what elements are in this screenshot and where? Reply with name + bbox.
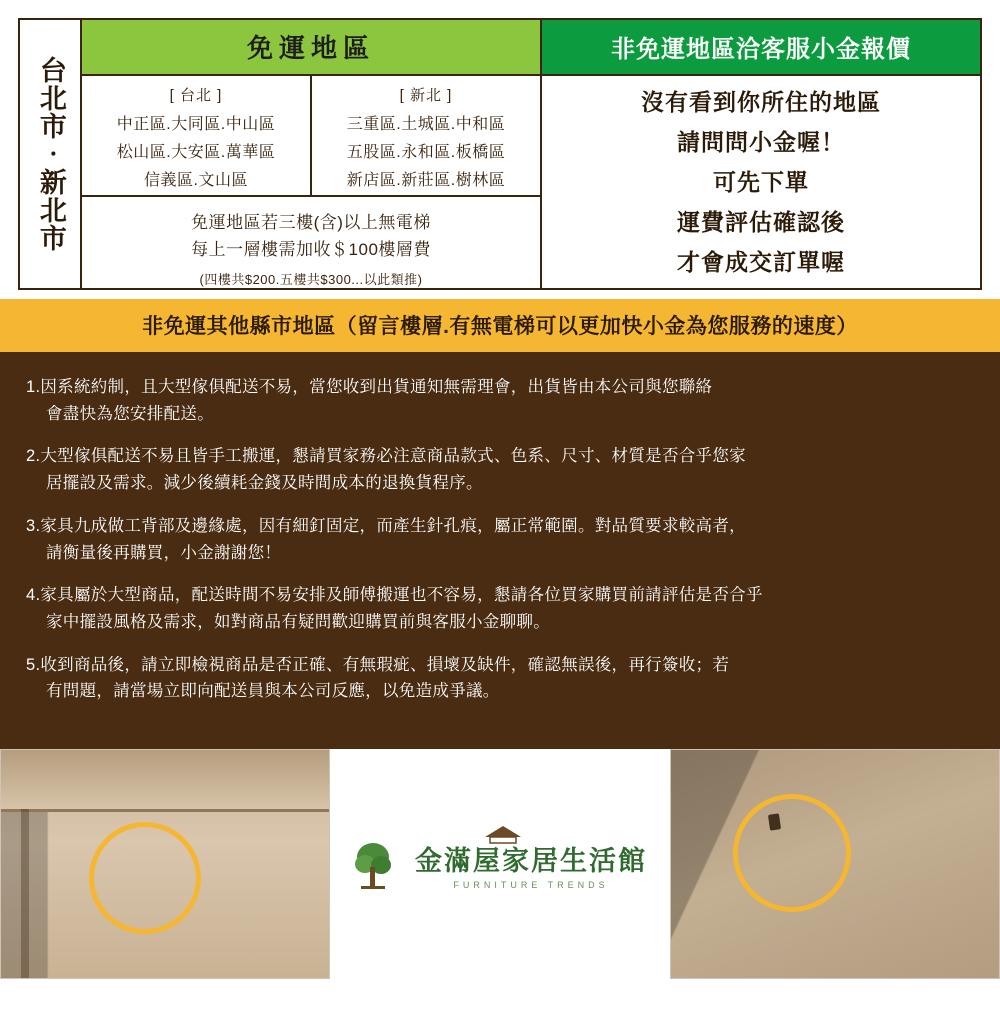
highlight-circle (89, 822, 201, 934)
brand-logo (353, 837, 647, 891)
brand-name: 金滿屋家居生活館 (415, 845, 647, 876)
paid-line: 請問問小金喔！ (677, 128, 845, 155)
district-group-newtaipei (312, 76, 540, 195)
district-line: 中正區.大同區.中山區 (116, 116, 276, 133)
highlight-circle (733, 794, 851, 912)
floor-fee-line-1: 免運地區若三樓(含)以上無電梯 (191, 213, 431, 232)
other-regions-banner: 非免運其他縣市地區（留言樓層.有無電梯可以更加快小金為您服務的速度） (0, 299, 1000, 352)
paid-line: 可先下單 (713, 168, 809, 195)
shipping-table (18, 18, 982, 290)
paid-line: 才會成交訂單喔 (677, 248, 845, 275)
note-item (26, 513, 974, 566)
note-line-2: 家中擺設風格及需求，如對商品有疑問歡迎購買前與客服小金聊聊。 (46, 613, 550, 632)
brand-tagline: FURNITURE TRENDS (453, 879, 609, 890)
paid-line: 沒有看到你所住的地區 (641, 88, 881, 115)
district-line: 松山區.大安區.萬華區 (116, 144, 276, 161)
district-list (82, 76, 540, 197)
note-line-1: 2.大型傢俱配送不易且皆手工搬運，懇請買家務必注意商品款式、色系、尺寸、材質是否合乎您家 (26, 447, 746, 466)
floor-fee-line-2: 每上一層樓需加收＄100樓層費 (191, 240, 431, 260)
terms-notes-section (0, 352, 1000, 749)
region-label-text: 台北市‧新北市 (35, 56, 66, 252)
product-detail-photos (0, 749, 1000, 979)
note-item (26, 652, 974, 705)
tree-icon (353, 837, 409, 891)
note-line-2: 會盡快為您安排配送。 (46, 404, 214, 423)
photo-corner-joint (0, 749, 330, 979)
district-group-taipei (82, 76, 312, 195)
photo-nail-hole (670, 749, 1000, 979)
district-group-title: [ 台北 ] (169, 87, 223, 104)
floor-fee-small-print: (四樓共$200.五樓共$300...以此類推) (199, 272, 423, 288)
floor-fee-note (82, 197, 540, 288)
note-line-2: 請衡量後再購買，小金謝謝您！ (46, 543, 282, 562)
district-group-title: [ 新北 ] (399, 87, 453, 104)
paid-shipping-header: 非免運地區洽客服小金報價 (542, 20, 980, 76)
district-line: 信義區.文山區 (144, 172, 248, 189)
note-item (26, 374, 974, 427)
note-line-2: 居擺設及需求。減少後續耗金錢及時間成本的退換貨程序。 (46, 474, 483, 493)
note-line-2: 有問題，請當場立即向配送員與本公司反應，以免造成爭議。 (46, 682, 500, 701)
district-line: 五股區.永和區.板橋區 (346, 144, 506, 161)
paid-shipping-column (542, 20, 980, 288)
house-icon (483, 824, 523, 844)
brand-logo-text (415, 839, 647, 890)
note-item (26, 582, 974, 635)
paid-shipping-message (542, 76, 980, 288)
note-item (26, 443, 974, 496)
note-line-1: 1.因系統約制，且大型傢俱配送不易，當您收到出貨通知無需理會，出貨皆由本公司與您聯絡 (26, 378, 713, 396)
note-line-1: 5.收到商品後，請立即檢視商品是否正確、有無瑕疵、損壞及缺件，確認無誤後，再行簽收；若 (26, 655, 730, 674)
district-line: 新店區.新莊區.樹林區 (346, 172, 506, 189)
note-line-1: 3.家具九成做工背部及邊緣處，因有細釘固定，而產生針孔痕，屬正常範圍。對品質要求較高者， (26, 516, 746, 535)
free-shipping-header: 免運地區 (82, 20, 540, 76)
free-shipping-column (82, 20, 542, 288)
note-line-1: 4.家具屬於大型商品，配送時間不易安排及師傅搬運也不容易，懇請各位買家購買前請評估是否合乎 (26, 586, 763, 605)
brand-logo-area (330, 749, 670, 979)
paid-line: 運費評估確認後 (677, 208, 845, 235)
district-line: 三重區.土城區.中和區 (346, 116, 506, 133)
region-label-cell (20, 20, 82, 288)
